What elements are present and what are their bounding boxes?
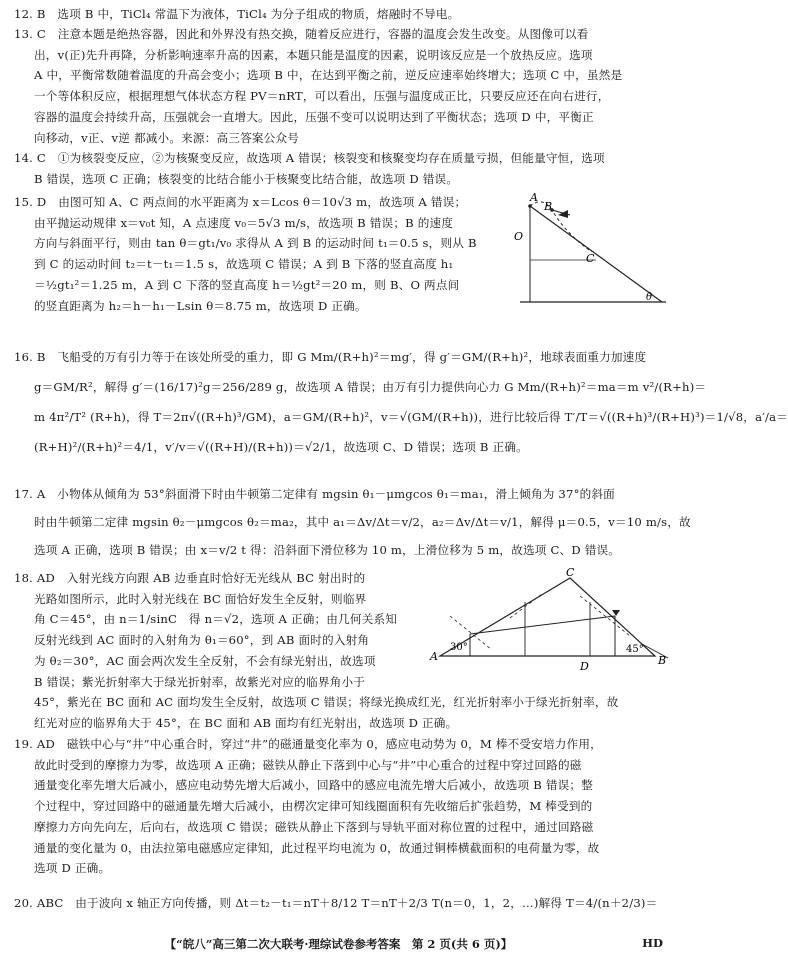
answer-line: 角 C＝45°，由 n＝1/sinC 得 n＝√2，选项 A 正确；由几何关系知 (34, 612, 398, 627)
answer-line: 反射光线到 AC 面时的入射角为 θ₁＝60°，到 AB 面时的入射角 (34, 633, 370, 648)
label-b: B (658, 654, 667, 667)
prism-triangle (440, 578, 655, 656)
answer-q19 (14, 734, 664, 879)
answer-q20 (14, 888, 664, 918)
answer-line: 20. ABC 由于波向 x 轴正方向传播，则 Δt＝t₂－t₁＝nT＋8/12 T＝nT＋2/3 T(n＝0，1，2，…)解得 T＝4/(n＋2/3)＝ (14, 896, 658, 910)
arrow-head (612, 610, 620, 616)
answer-line: 向移动，v正、v逆 都减小。来源：高三答案公众号 (34, 130, 300, 145)
answer-line: 选项 D 正确。 (34, 861, 111, 876)
answer-line: 17. A 小物体从倾角为 53°斜面滑下时由牛顿第二定律有 mgsin θ₁－μmgcos θ₁＝ma₁，滑上倾角为 37°的斜面 (14, 487, 615, 501)
answer-line: 12. B 选项 B 中，TiCl₄ 常温下为液体，TiCl₄ 为分子组成的物质，熔融时不导电。 (14, 7, 460, 21)
projectile-diagram (500, 190, 670, 315)
answer-line: 方向与斜面平行，则由 tan θ＝gt₁/v₀ 求得从 A 到 B 的运动时间 t₁＝0.5 s，则从 B (34, 236, 477, 251)
label-angle-30: 30° (450, 642, 468, 653)
label-o: O (514, 230, 524, 243)
label-a: A (530, 191, 538, 204)
answer-line: g＝GM/R²，解得 g′＝(16/17)²g＝256/289 g，故选项 A 错误；由万有引力提供向心力 G Mm/(R+h)²＝ma＝m v²/(R+h)＝ (34, 380, 707, 394)
answer-line: 14. C ①为核裂变反应，②为核聚变反应，故选项 A 错误；核裂变和核聚变均存在质量亏损，但能量守恒，选项 (14, 151, 605, 165)
label-b: B (544, 200, 553, 213)
answer-q17 (14, 480, 691, 564)
answer-line: 容器的温度会持续升高，压强就会一直增大。因此，压强不变可以说明达到了平衡状态；选项 D 中，平衡正 (34, 109, 594, 124)
answer-line: 红光对应的临界角大于 45°，在 BC 面和 AB 面均有红光射出，故选项 D 正确。 (34, 715, 458, 730)
answer-line: 13. C 注意本题是绝热容器，因此和外界没有热交换，随着反应进行，容器的温度会发生改变。从图像可以看 (14, 27, 589, 41)
answer-q13 (14, 24, 664, 148)
answer-line: B 错误，选项 C 正确；核裂变的比结合能小于核聚变比结合能，故选项 D 错误。 (34, 171, 459, 186)
answer-line: 的竖直距离为 h₂＝h－h₁－Lsin θ＝8.75 m，故选项 D 正确。 (34, 298, 367, 313)
answer-line: m 4π²/T² (R+h)，得 T＝2π√((R+h)³/GM)，a＝GM/(R+h)²，v＝√(GM/(R+h))，进行比较后得 T′/T＝√((R+h)³/(R+H)³)＝1/√8，a′/a＝ (34, 410, 788, 424)
answer-line: 19. AD 磁铁中心与“井”中心重合时，穿过“井”的磁通量变化率为 0，感应电动势为 0，M 棒不受安培力作用， (14, 737, 602, 751)
answer-line: 出，v(正)先升再降，分析影响速率升高的因素，本题只能是温度的因素，说明该反应是一个放热反应。选项 (34, 47, 593, 62)
normal-line-3 (580, 596, 630, 636)
answer-line: 故此时受到的摩擦力为零，故选项 A 正确；磁铁从静止下落到中心与“井”中心重合的过程中穿过回路的磁 (34, 757, 582, 772)
answer-line: 15. D 由图可知 A、C 两点间的水平距离为 x＝Lcos θ＝10√3 m，故选项 A 错误； (14, 195, 467, 209)
footer-title: 【“皖八”高三第二次大联考·理综试卷参考答案 第 2 页(共 6 页)】 (164, 937, 513, 951)
answer-line: (R+H)²/(R+h)²＝4/1，v′/v＝√((R+H)/(R+h))＝√2/1，故选项 C、D 错误；选项 B 正确。 (34, 440, 528, 454)
answer-line: 16. B 飞船受的万有引力等于在该处所受的重力，即 G Mm/(R+h)²＝mg′，得 g′＝GM/(R+h)²，地球表面重力加速度 (14, 350, 647, 364)
answer-line: 为 θ₂＝30°，AC 面会两次发生全反射，不会有绿光射出，故选项 (34, 653, 376, 668)
answer-line: ＝½gt₁²＝1.25 m，A 到 C 下落的竖直高度 h＝½gt²＝20 m，则 B、O 两点间 (34, 277, 460, 292)
answer-line: 选项 A 正确，选项 B 错误；由 x＝v/2 t 得：沿斜面下滑位移为 10 m，上滑位移为 5 m，故选项 C、D 错误。 (34, 543, 621, 557)
answer-line: 通量变化率先增大后减小，感应电动势先增大后减小，回路中的感应电流先增大后减小，故选项 B 错误；整 (34, 778, 594, 793)
answer-line: 18. AD 入射光线方向跟 AB 边垂直时恰好无光线从 BC 射出时的 (14, 571, 366, 585)
answer-line: 到 C 的运动时间 t₂＝t－t₁＝1.5 s，故选项 C 错误；A 到 B 下落的竖直高度 h₁ (34, 257, 454, 272)
answer-line: A 中，平衡常数随着温度的升高会变小；选项 B 中，在达到平衡之前，逆反应速率始终增大；选项 C 中，虽然是 (34, 68, 623, 83)
label-theta: θ (646, 292, 653, 303)
answer-line: 时由牛顿第二定律 mgsin θ₂－μmgcos θ₂＝ma₂，其中 a₁＝Δv/Δt＝v/2，a₂＝Δv/Δt＝v/1，解得 μ＝0.5，v＝10 m/s，故 (34, 515, 691, 529)
prism-diagram (430, 566, 670, 686)
incline-line (530, 206, 662, 302)
label-angle-45: 45° (626, 644, 644, 655)
answer-line: 45°，紫光在 BC 面和 AC 面均发生全反射，故选项 C 错误；将绿光换成红光，红光折射率小于绿光折射率，故 (34, 695, 619, 710)
answer-line: 由平抛运动规律 x＝v₀t 知，A 点速度 v₀＝5√3 m/s，故选项 B 错误；B 的速度 (34, 215, 454, 230)
answer-line: 个过程中，穿过回路中的磁通量先增大后减小，由楞次定律可知线圈面积有先收缩后扩张趋势，M 棒受到的 (34, 799, 593, 814)
answer-q14 (14, 148, 664, 189)
footer-code: HD (642, 936, 663, 950)
label-c: C (586, 252, 595, 265)
label-d: D (580, 660, 589, 673)
answer-line: 一个等体积反应，根据理想气体状态方程 PV＝nRT，可以看出，压强与温度成正比，只要反应还在向右进行， (34, 89, 610, 104)
point-a (528, 204, 532, 208)
label-a: A (430, 650, 438, 663)
answer-line: 摩擦力方向先向左，后向右，故选项 C 错误；磁铁从静止下落到与导轨平面对称位置的过程中，通过回路磁 (34, 819, 594, 834)
answer-line: 通量的变化量为 0，由法拉第电磁感应定律知，此过程平均电流为 0，故通过铜棒横截面积的电荷量为零，故 (34, 840, 600, 855)
answer-line: 光路如图所示，此时入射光线在 BC 面恰好发生全反射，则临界 (34, 591, 367, 606)
arrow-head (558, 210, 568, 218)
answer-q16 (14, 342, 788, 462)
answer-line: B 错误；紫光折射率大于绿光折射率，故紫光对应的临界角小于 (34, 674, 366, 689)
label-c: C (566, 566, 575, 579)
answer-q12 (14, 4, 664, 25)
